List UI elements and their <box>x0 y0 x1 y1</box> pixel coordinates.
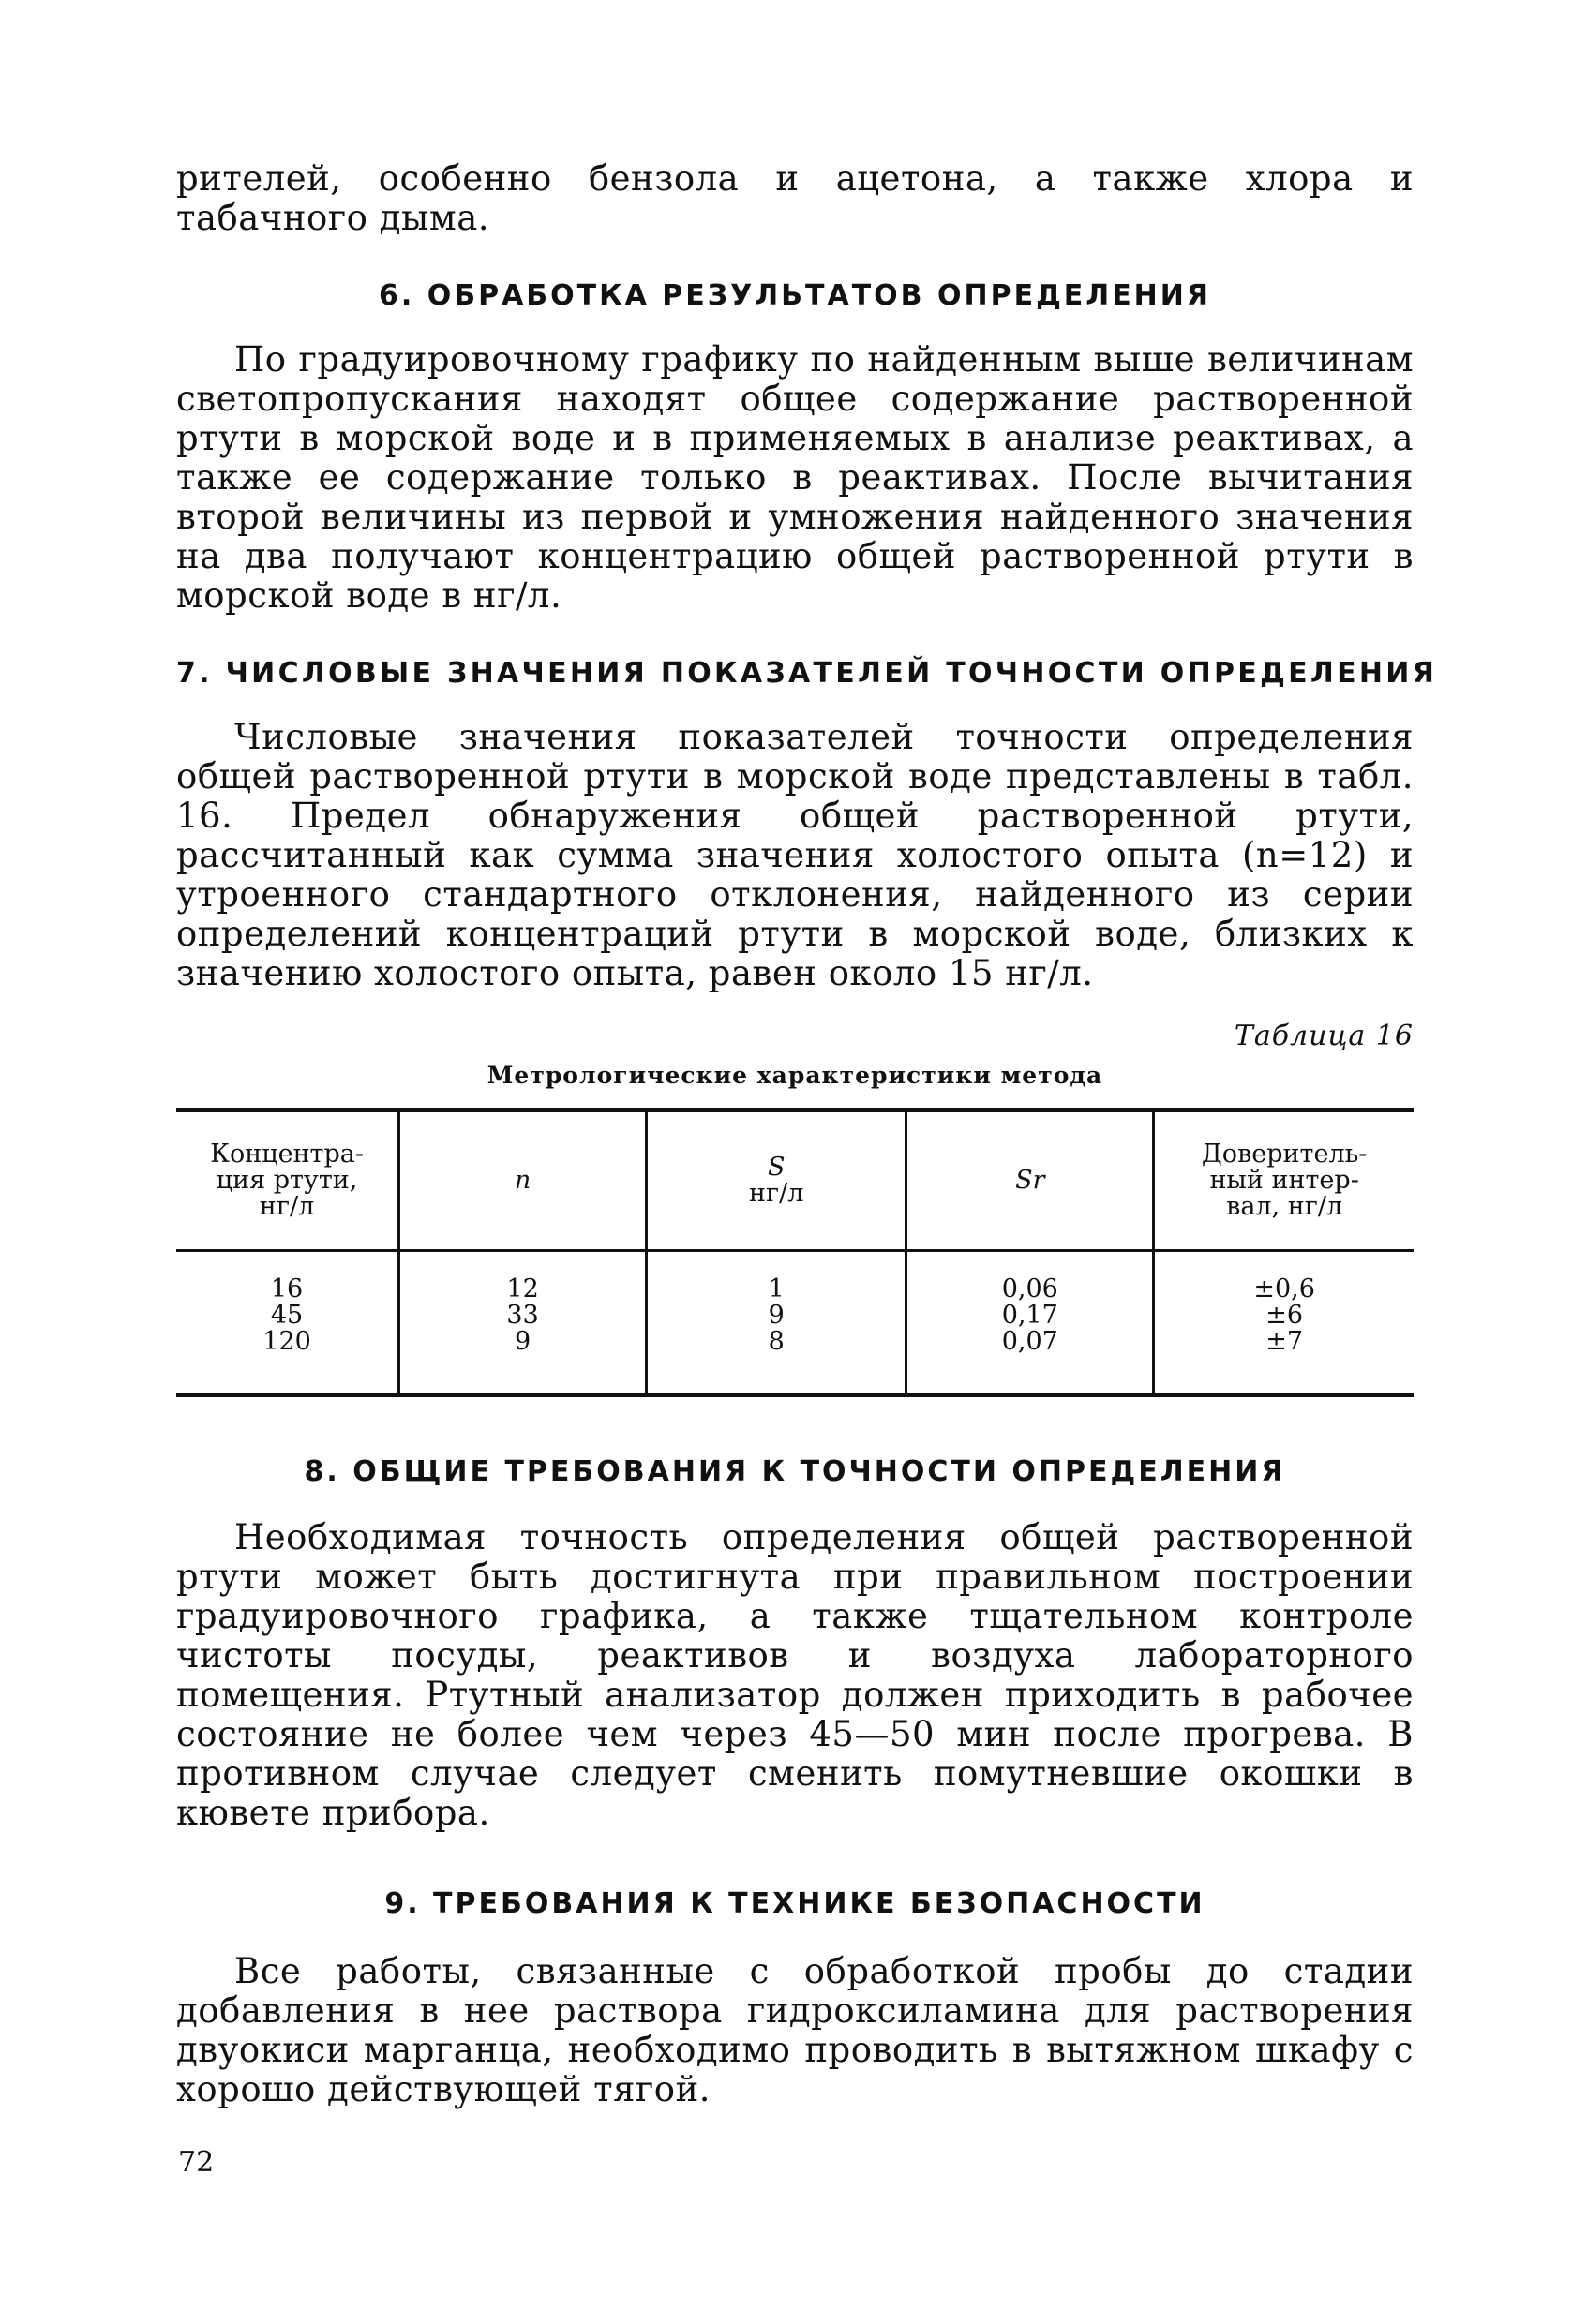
table-cell: 8 <box>768 1327 785 1356</box>
table-title: Метрологические характеристики метода <box>487 1062 1103 1089</box>
section-6-heading: 6. ОБРАБОТКА РЕЗУЛЬТАТОВ ОПРЕДЕЛЕНИЯ <box>379 279 1211 312</box>
header-concentration-line: нг/л <box>259 1192 315 1221</box>
table-data-row <box>176 1251 1414 1395</box>
table-cell: 45 <box>270 1301 304 1330</box>
table-cell: 9 <box>515 1327 531 1356</box>
section-8-heading: 8. ОБЩИЕ ТРЕБОВАНИЯ К ТОЧНОСТИ ОПРЕДЕЛЕНИЯ <box>304 1455 1286 1488</box>
header-concentration-line: ция ртути, <box>216 1166 358 1195</box>
table-label: Таблица 16 <box>1234 1020 1414 1052</box>
section-6-paragraph: По градуировочному графику по найденным выше величинам светопропускания находят общее содержание растворенной ртути в морской воде и в применяемых в анализе реактивах, а также ее содержание только в реактивах. После вычитания второй величины из первой и умножения найденного значения на два получают концентрацию общей растворенной ртути в морской воде в нг/л. <box>176 339 1414 616</box>
table-cell: 33 <box>506 1301 539 1330</box>
column-concentration <box>176 1251 399 1395</box>
column-n <box>399 1251 647 1395</box>
header-s-unit: нг/л <box>748 1179 804 1208</box>
metrology-table <box>176 1108 1414 1397</box>
table-cell: 0,17 <box>1001 1301 1058 1330</box>
section-9-heading: 9. ТРЕБОВАНИЯ К ТЕХНИКЕ БЕЗОПАСНОСТИ <box>384 1887 1205 1920</box>
table-cell: 0,06 <box>1001 1274 1058 1304</box>
table-cell: ±6 <box>1265 1301 1304 1330</box>
header-n <box>399 1110 647 1251</box>
table-header-row <box>176 1110 1414 1251</box>
section-8-paragraph: Необходимая точность определения общей растворенной ртути может быть достигнута при правильном построении градуировочного графика, а также тщательном контроле чистоты посуды, реактивов и воздуха лабораторного помещения. Ртутный анализатор должен приходить в рабочее состояние не более чем через 45—50 мин после прогрева. В противном случае следует сменить помутневшие окошки в кювете прибора. <box>176 1517 1414 1833</box>
table-cell: ±7 <box>1265 1327 1304 1356</box>
column-interval <box>1154 1251 1414 1395</box>
header-interval-line: вал, нг/л <box>1226 1192 1343 1221</box>
page-number: 72 <box>178 2146 215 2179</box>
header-concentration-line: Концентра- <box>210 1140 365 1169</box>
document-page <box>176 158 1438 2109</box>
column-s <box>647 1251 906 1395</box>
header-s <box>647 1110 906 1251</box>
header-interval-line: ный интер- <box>1209 1166 1359 1195</box>
header-sr <box>906 1110 1154 1251</box>
table-cell: 12 <box>506 1274 539 1304</box>
header-sr-label: Sr <box>1015 1166 1045 1195</box>
table-cell: ±0,6 <box>1253 1274 1315 1304</box>
header-n-label: n <box>514 1166 531 1195</box>
header-interval <box>1154 1110 1414 1251</box>
table-cell: 9 <box>768 1301 785 1330</box>
table-cell: 16 <box>270 1274 304 1304</box>
table-cell: 1 <box>768 1274 785 1304</box>
header-concentration <box>176 1110 399 1251</box>
header-interval-line: Доверитель- <box>1201 1140 1368 1169</box>
section-9-paragraph: Все работы, связанные с обработкой пробы до стадии добавления в нее раствора гидроксиламина для растворения двуокиси марганца, необходимо проводить в вытяжном шкафу с хорошо действующей тягой. <box>176 1951 1414 2109</box>
header-s-symbol: S <box>767 1153 786 1182</box>
table-cell: 120 <box>262 1327 311 1356</box>
table-cell: 0,07 <box>1001 1327 1058 1356</box>
column-sr <box>906 1251 1154 1395</box>
section-7-heading: 7. ЧИСЛОВЫЕ ЗНАЧЕНИЯ ПОКАЗАТЕЛЕЙ ТОЧНОСТИ ОПРЕДЕЛЕНИЯ <box>176 657 1438 690</box>
intro-paragraph: рителей, особенно бензола и ацетона, а также хлора и табачного дыма. <box>176 158 1414 238</box>
section-7-paragraph: Числовые значения показателей точности определения общей растворенной ртути в морской воде представлены в табл. 16. Предел обнаружения общей растворенной ртути, рассчитанный как сумма значения холостого опыта (n=12) и утроенного стандартного отклонения, найденного из серии определений концентраций ртути в морской воде, близких к значению холостого опыта, равен около 15 нг/л. <box>176 717 1414 993</box>
